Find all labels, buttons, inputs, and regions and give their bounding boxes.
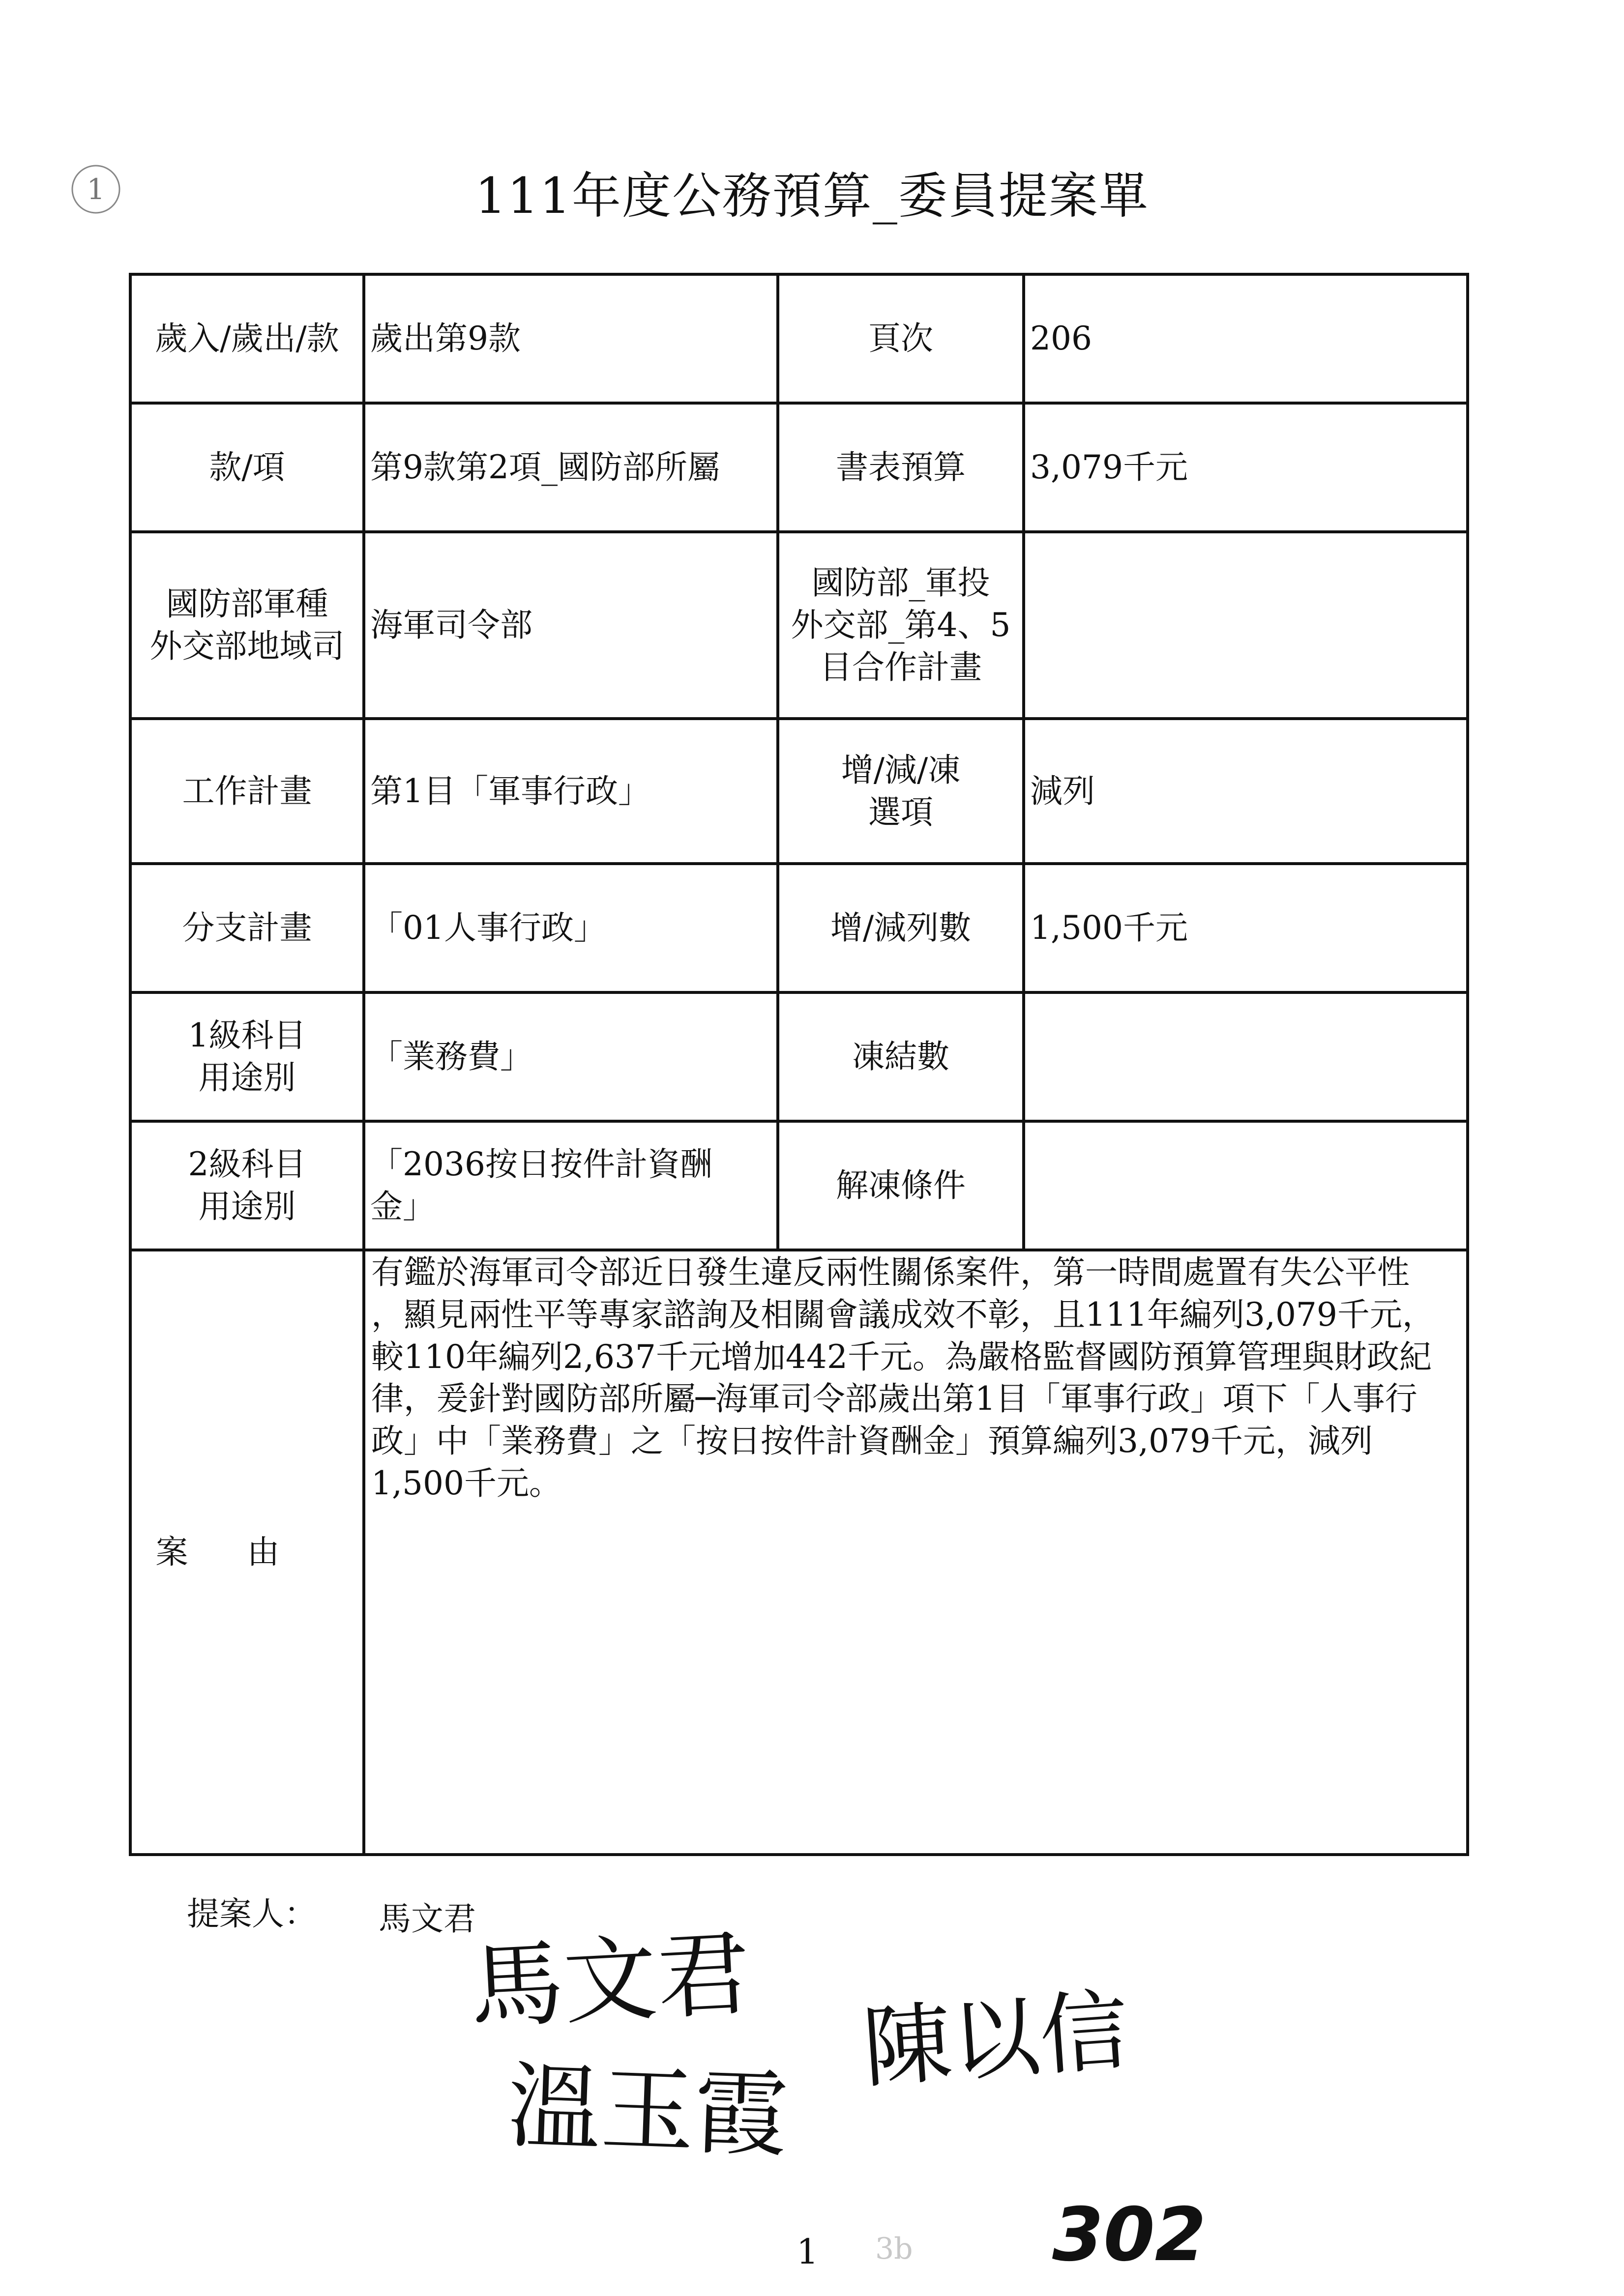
label-line: 目合作計畫 <box>820 648 982 686</box>
reason-line: 有鑑於海軍司令部近日發生違反兩性關係案件，第一時間處置有失公平性 <box>371 1253 1410 1291</box>
label-line: 選項 <box>868 793 933 831</box>
label-line: 1級科目 <box>188 1017 306 1055</box>
label-line: 國防部軍種 <box>166 585 328 623</box>
field-value: 第1目「軍事行政」 <box>364 719 778 864</box>
field-label: 凍結數 <box>778 992 1024 1121</box>
table-row <box>130 274 1468 403</box>
field-label: 解凍條件 <box>778 1121 1024 1250</box>
page-mark-text: 1 <box>87 173 105 206</box>
table-row <box>130 403 1468 532</box>
field-label: 分支計畫 <box>130 864 364 992</box>
label-line: 用途別 <box>198 1059 296 1097</box>
proposer-label: 提案人： <box>187 1895 317 1933</box>
reason-label: 案由 <box>130 1250 364 1855</box>
reason-line: ，顯見兩性平等專家諮詢及相關會議成效不彰，且111年編列3,079千元， <box>371 1295 1435 1334</box>
label-line: 2級科目 <box>188 1145 306 1184</box>
signature-1: 馬文君 <box>467 1932 753 2042</box>
field-label: 頁次 <box>778 274 1024 403</box>
field-value: 「01人事行政」 <box>364 864 778 992</box>
value-line: 金」 <box>370 1188 435 1225</box>
label-line: 外交部_第4、5 <box>791 606 1011 644</box>
value-line: 「2036按日按件計資酬 <box>370 1145 712 1184</box>
signature-3: 陳以信 <box>859 1979 1132 2100</box>
reason-line: 1,500千元。 <box>371 1464 561 1502</box>
field-value: 206 <box>1024 274 1468 403</box>
field-label <box>778 719 1024 864</box>
page-title: 111年度公務預算_委員提案單 <box>475 167 1149 225</box>
field-label: 款/項 <box>130 403 364 532</box>
footer-faint-mark: 3b <box>875 2232 913 2266</box>
field-value: 第9款第2項_國防部所屬 <box>364 403 778 532</box>
field-value <box>1024 532 1468 719</box>
field-label <box>130 992 364 1121</box>
table-row <box>130 532 1468 719</box>
field-label <box>130 532 364 719</box>
field-label: 書表預算 <box>778 403 1024 532</box>
label-line: 增/減/凍 <box>841 751 961 789</box>
label-line: 國防部_軍投 <box>811 564 990 602</box>
field-value: 「業務費」 <box>364 992 778 1121</box>
field-label <box>778 532 1024 719</box>
proposer-name: 馬文君 <box>379 1900 476 1938</box>
footer-page-number: 1 <box>797 2232 819 2272</box>
field-value <box>364 1121 778 1250</box>
reason-line: 政」中「業務費」之「按日按件計資酬金」預算編列3,079千元，減列 <box>371 1422 1373 1460</box>
table-row <box>130 864 1468 992</box>
field-value: 3,079千元 <box>1024 403 1468 532</box>
proposal-form-table <box>129 273 1469 1856</box>
table-row <box>130 992 1468 1121</box>
handwritten-signatures <box>462 1932 1200 2187</box>
field-label <box>130 1121 364 1250</box>
field-label: 增/減列數 <box>778 864 1024 992</box>
label-line: 用途別 <box>198 1188 296 1225</box>
field-value: 減列 <box>1024 719 1468 864</box>
field-value: 歲出第9款 <box>364 274 778 403</box>
field-label: 歲入/歲出/款 <box>130 274 364 403</box>
reason-text <box>364 1250 1468 1855</box>
field-label: 工作計畫 <box>130 719 364 864</box>
field-value: 1,500千元 <box>1024 864 1468 992</box>
field-value <box>1024 992 1468 1121</box>
field-value <box>1024 1121 1468 1250</box>
field-value: 海軍司令部 <box>364 532 778 719</box>
reason-line: 較110年編列2,637千元增加442千元。為嚴格監督國防預算管理與財政紀 <box>371 1337 1432 1376</box>
reason-row <box>130 1250 1468 1855</box>
signature-2: 溫玉霞 <box>505 2052 790 2170</box>
label-line: 外交部地域司 <box>149 627 345 665</box>
table-row <box>130 1121 1468 1250</box>
table-row <box>130 719 1468 864</box>
reason-line: 律，爰針對國防部所屬─海軍司令部歲出第1目「軍事行政」項下「人事行 <box>371 1380 1417 1418</box>
footer-handwritten-number: 302 <box>1052 2192 1207 2278</box>
